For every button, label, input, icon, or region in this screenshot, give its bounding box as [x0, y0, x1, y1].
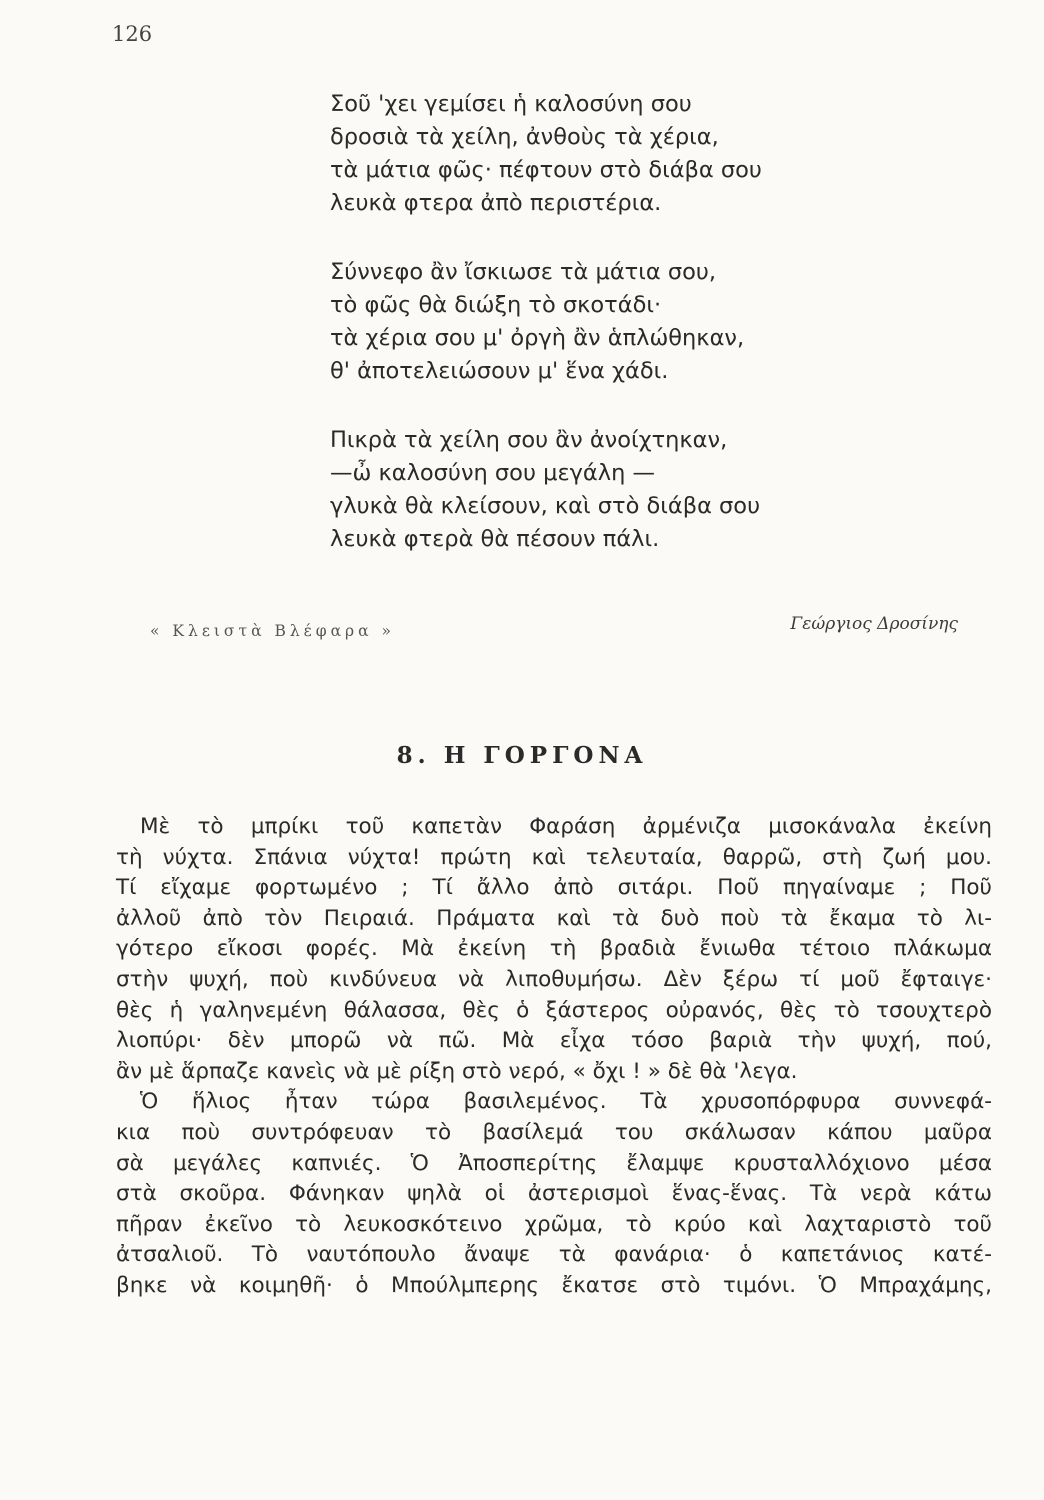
- prose-line: θὲς ἡ γαληνεμένη θάλασσα, θὲς ὁ ξάστερος οὐρανός, θὲς τὸ τσουχτερὸ: [116, 997, 992, 1023]
- prose-line: κια ποὺ συντρόφευαν τὸ βασίλεμά του σκάλωσαν κάπου μαῦρα: [116, 1119, 992, 1145]
- poem-stanza: [330, 88, 950, 220]
- prose-line: σὰ μεγάλες καπνιές. Ὁ Ἀποσπερίτης ἔλαμψε κρυσταλλόχιονο μέσα: [116, 1150, 992, 1176]
- chapter-title: 8. Η ΓΟΡΓΟΝΑ: [396, 742, 648, 769]
- poem-line: τὸ φῶς θὰ διώξη τὸ σκοτάδι·: [330, 292, 662, 318]
- poem-author: Γεώργιος Δροσίνης: [790, 614, 958, 634]
- poem-line: λευκὰ φτερα ἀπὸ περιστέρια.: [330, 190, 662, 216]
- prose-line: Ὁ ἥλιος ἦταν τώρα βασιλεμένος. Τὰ χρυσοπόρφυρα συννεφά-: [140, 1089, 992, 1115]
- prose-line: Μὲ τὸ μπρίκι τοῦ καπετὰν Φαράση ἀρμένιζα μισοκάναλα ἐκείνη: [140, 814, 992, 839]
- poem-stanza: [330, 424, 950, 556]
- poem-line: Σοῦ 'χει γεμίσει ἡ καλοσύνη σου: [330, 91, 692, 117]
- prose-line: γότερο εἴκοσι φορές. Μὰ ἐκείνη τὴ βραδιὰ ἔνιωθα τέτοιο πλάκωμα: [116, 936, 992, 962]
- poem-line: Σύννεφο ἂν ἴσκιωσε τὰ μάτια σου,: [330, 259, 717, 285]
- poem-stanza: [330, 256, 950, 388]
- poem-line: θ' ἀποτελειώσουν μ' ἕνα χάδι.: [330, 358, 669, 384]
- prose-line: ἀτσαλιοῦ. Τὸ ναυτόπουλο ἄναψε τὰ φανάρια· ὁ καπετάνιος κατέ-: [116, 1242, 992, 1268]
- poem-line: γλυκὰ θὰ κλείσουν, καὶ στὸ διάβα σου: [330, 493, 761, 519]
- prose-line: στὰ σκοῦρα. Φάνηκαν ψηλὰ οἱ ἀστερισμοὶ ἕνας-ἕνας. Τὰ νερὰ κάτω: [116, 1181, 992, 1207]
- prose-line: βηκε νὰ κοιμηθῆ· ὁ Μπούλμπερης ἔκατσε στὸ τιμόνι. Ὁ Μπραχάμης,: [116, 1272, 992, 1298]
- page-number: 126: [112, 22, 153, 46]
- prose-line: στὴν ψυχή, ποὺ κινδύνευα νὰ λιποθυμήσω. Δὲν ξέρω τί μοῦ ἔφταιγε·: [116, 966, 992, 992]
- poem-line: λευκὰ φτερὰ θὰ πέσουν πάλι.: [330, 526, 660, 552]
- prose-body: [116, 812, 992, 1302]
- prose-line: λιοπύρι· δὲν μπορῶ νὰ πῶ. Μὰ εἶχα τόσο βαριὰ τὴν ψυχή, πού,: [116, 1028, 992, 1054]
- prose-line: τὴ νύχτα. Σπάνια νύχτα! πρώτη καὶ τελευταία, θαρρῶ, στὴ ζωή μου.: [116, 844, 992, 870]
- prose-line: πῆραν ἐκεῖνο τὸ λευκοσκότεινο χρῶμα, τὸ κρύο καὶ λαχταριστὸ τοῦ: [116, 1211, 992, 1237]
- poem-line: τὰ μάτια φῶς· πέφτουν στὸ διάβα σου: [330, 157, 762, 183]
- poem: [330, 88, 950, 592]
- poem-line: τὰ χέρια σου μ' ὀργὴ ἂν ἁπλώθηκαν,: [330, 325, 745, 351]
- poem-line: Πικρὰ τὰ χείλη σου ἂν ἀνοίχτηκαν,: [330, 427, 728, 453]
- prose-line: ἂν μὲ ἅρπαζε κανεὶς νὰ μὲ ρίξη στὸ νερό, « ὄχι ! » δὲ θὰ 'λεγα.: [116, 1058, 798, 1084]
- poem-line: δροσιὰ τὰ χείλη, ἀνθοὺς τὰ χέρια,: [330, 124, 719, 150]
- poem-source: « Κλειστὰ Βλέφαρα »: [150, 622, 396, 640]
- poem-line: —ὦ καλοσύνη σου μεγάλη —: [330, 460, 655, 486]
- prose-line: ἀλλοῦ ἀπὸ τὸν Πειραιά. Πράματα καὶ τὰ δυὸ ποὺ τὰ ἔκαμα τὸ λι-: [116, 905, 992, 931]
- prose-line: Τί εἴχαμε φορτωμένο ; Τί ἄλλο ἀπὸ σιτάρι. Ποῦ πηγαίναμε ; Ποῦ: [116, 875, 992, 901]
